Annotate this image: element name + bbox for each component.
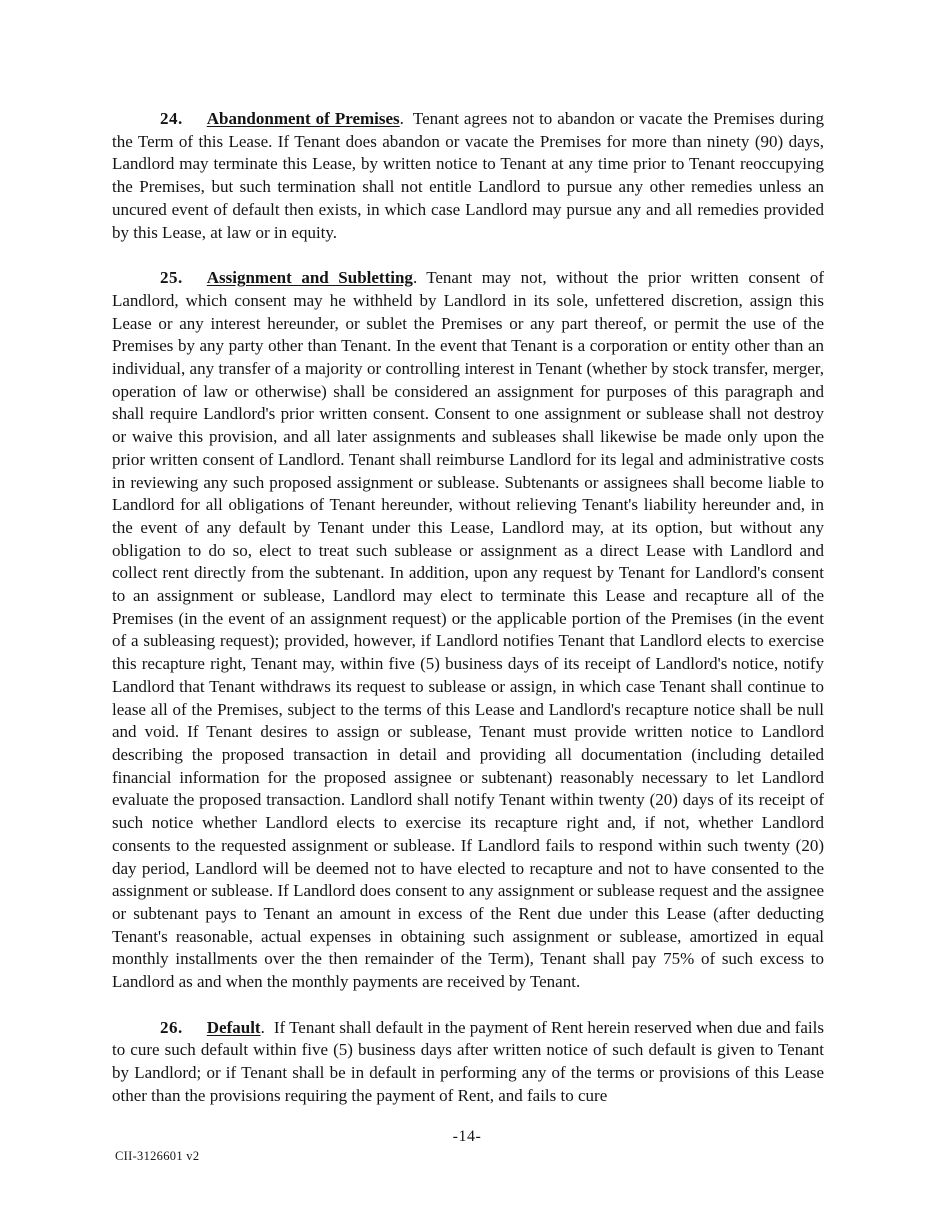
section-body-text: Tenant may not, without the prior written consent of Landlord, which consent may he withheld by Landlord in its sole, unfettered discretion, assign this Lease or any interest hereunder, or sublet the Premises or any part thereof, or permit the use of the Premises by any party other than Tenant. In the event that Tenant is a corporation or entity other than an individual, any transfer of a majority or controlling interest in Tenant (whether by stock transfer, merger, operation of law or otherwise) shall be considered an assignment for purposes of this paragraph and shall require Landlord's prior written consent. Consent to one assignment or sublease shall not destroy or waive this provision, and all later assignments and subleases shall likewise be made only upon the prior written consent of Landlord. Tenant shall reimburse Landlord for its legal and administrative costs in reviewing any such proposed assignment or sublease. Subtenants or assignees shall become liable to Landlord for all obligations of Tenant hereunder, without relieving Tenant's liability hereunder and, in the event of any default by Tenant under this Lease, Landlord may, at its option, but without any obligation to do so, elect to treat such sublease or assignment as a direct Lease with Landlord and collect rent directly from the subtenant. In addition, upon any request by Tenant for Landlord's consent to an assignment or sublease, Landlord may elect to terminate this Lease and recapture all of the Premises (in the event of an assignment request) or the applicable portion of the Premises (in the event of a subleasing request); provided, however, if Landlord notifies Tenant that Landlord elects to exercise this recapture right, Tenant may, within five (5) business days of its receipt of Landlord's notice, notify Landlord that Tenant withdraws its request to sublease or assign, in which case Tenant shall continue to lease all of the Premises, subject to the terms of this Lease and Landlord's recapture notice shall be null and void. If Tenant desires to assign or sublease, Tenant must provide written notice to Landlord describing the proposed transaction in detail and providing all documentation (including detailed financial information for the proposed assignee or subtenant) reasonably necessary to let Landlord evaluate the proposed transaction. Landlord shall notify Tenant within twenty (20) days of its receipt of such notice whether Landlord elects to exercise its recapture right and, if not, whether Landlord consents to the requested assignment or sublease. If Landlord fails to respond within such twenty (20) day period, Landlord will be deemed not to have elected to recapture and not to have consented to the assignment or sublease. If Landlord does consent to any assignment or sublease request and the assignee or subtenant pays to Tenant an amount in excess of the Rent due under this Lease (after deducting Tenant's reasonable, actual expenses in obtaining such assignment or sublease, amortized in equal monthly installments over the then remainder of the Term), Tenant shall pay 75% of such excess to Landlord as and when the monthly payments are received by Tenant.	[112, 268, 824, 992]
page-number: -14-	[452, 1128, 482, 1145]
section-number: 25.	[160, 268, 183, 288]
section-body-text: If Tenant shall default in the payment of Rent herein reserved when due and fails to cure such default within five (5) business days after written notice of such default is given to Tenant by Landlord; or if Tenant shall be in default in performing any of the terms or provisions of this Lease other than the provisions requiring the payment of Rent, and fails to cure	[112, 1017, 824, 1105]
section-heading-period: .	[399, 109, 404, 128]
section-number: 26.	[160, 1017, 183, 1037]
section-heading: Abandonment of Premises	[206, 109, 400, 128]
document-text-block	[112, 108, 824, 1131]
section-default	[112, 1017, 824, 1108]
section-assignment-and-subletting	[112, 267, 824, 994]
section-number: 24.	[160, 109, 183, 128]
section-heading-period: .	[260, 1017, 265, 1037]
section-heading: Default	[206, 1017, 261, 1037]
document-id: CII-3126601 v2	[115, 1149, 200, 1163]
section-abandonment-of-premises	[112, 108, 824, 244]
section-body-text: Tenant agrees not to abandon or vacate the Premises during the Term of this Lease. If Tenant does abandon or vacate the Premises for more than ninety (90) days, Landlord may terminate this Lease, by written notice to Tenant at any time prior to Tenant reoccupying the Premises, but such termination shall not entitle Landlord to pursue any other remedies unless an uncured event of default then exists, in which case Landlord may pursue any and all remedies provided by this Lease, at law or in equity.	[112, 109, 824, 242]
section-heading: Assignment and Subletting	[206, 268, 413, 288]
section-heading-period: .	[412, 268, 418, 288]
